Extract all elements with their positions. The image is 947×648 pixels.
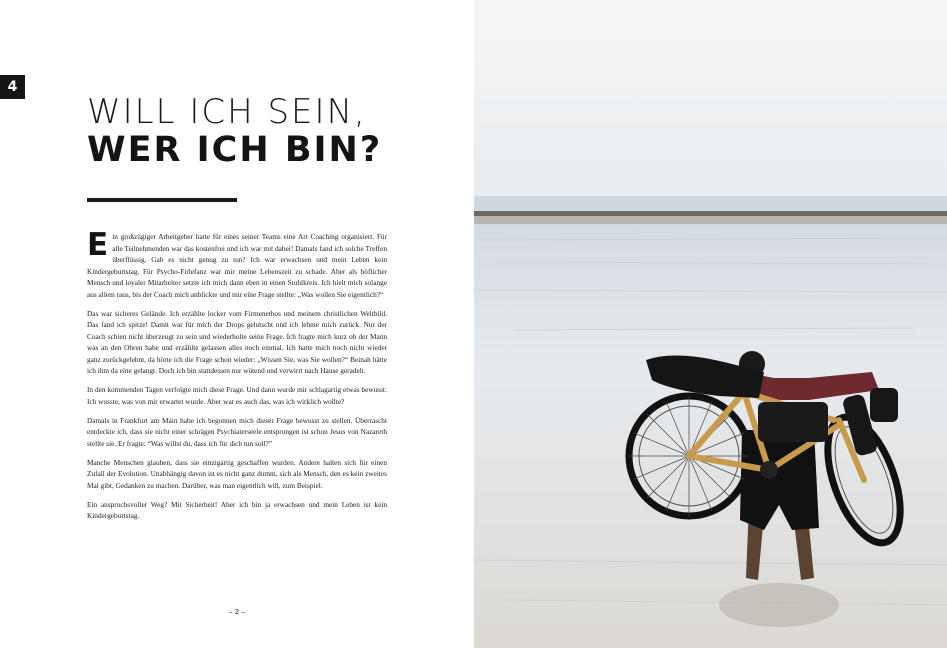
chapter-number-tab: 4	[0, 75, 25, 99]
cyclist-wading-photo	[474, 0, 947, 648]
sandbank-dark	[474, 211, 947, 216]
frame-bag	[758, 402, 828, 442]
reflection	[719, 583, 839, 627]
drop-cap: E	[87, 227, 109, 263]
page-number: – 2 –	[229, 608, 245, 616]
paragraph-3: In den kommenden Tagen verfolgte mich diese Frage. Und dann wurde mir schlagartig etwas bewusst: Ich wusste, was von mir erwartet wurde. Aber war es auch das, was ich wirklich wollte?	[87, 385, 387, 406]
crankset	[760, 461, 778, 479]
body-text	[87, 227, 387, 529]
photo-illustration	[474, 0, 947, 648]
title-divider	[87, 198, 237, 202]
sandbank-light	[474, 216, 947, 224]
chapter-title-line-1: WILL ICH SEIN,	[87, 92, 367, 132]
paragraph-5: Manche Menschen glauben, dass sie einzigartig geschaffen wurden. Andere halten sich für einen Zufall der Evolution. Unabhängig davon ist es nicht ganz dumm, sich als Mensch, den es kein zweites Mal gibt, Gedanken zu machen. Darüber, was man eigentlich will, zum Beispiel.	[87, 457, 387, 490]
paragraph-6: Ein anspruchsvoller Weg? Mit Sicherheit! Aber ich bin ja erwachsen und mein Leben ist kein Kindergeburtstag.	[87, 499, 387, 520]
chapter-title-line-2: WER ICH BIN?	[87, 130, 383, 170]
paragraph-1-text: in großzügiger Arbeitgeber hatte für eines seiner Teams eine Art Coaching organisiert. Für alle Teilnehmenden war das kostenfrei und ich war mit dabei! Damals fand ich solche Treffen überflüssig. Gab es nicht genug zu tun? Ich war erwachsen und mein Leben kein Kindergeburtstag. Für Psycho-Firlefanz war mir meine Lebenszeit zu schade. Aber als höflicher Mensch und loyaler Mitarbeiter setzte ich mich dann eben in einen Stuhlkreis. Ich hielt mich solange aus allem raus, bis der Coach mich anblickte und mir eine Frage stellte: „Was wollen Sie eigentlich?“	[87, 232, 387, 299]
paragraph-2: Das war sicheres Gelände. Ich erzählte locker vom Firmenethos und meinem christlichen Weltbild. Das fand ich spitze! Damit war für mich der Drops gelutscht und ich lehnte mich zurück. Nur der Coach schien nicht überzeugt zu sein und wiederholte seine Frage. Ich fragte mich kurz ob der Mann was an den Ohren habe und erzählte gelassen alles noch einmal. Ich hatte mich noch nicht wieder ganz zurückgelehnt, da hörte ich die Frage schon wieder: „Wissen Sie, was Sie wollen?“ Beinah hätte ich ihm da eine gelangt. Doch ich bin stattdessen nur wütend und verwirrt nach Hause geradelt.	[87, 308, 387, 375]
sky	[474, 0, 947, 205]
paragraph-4: Damals in Frankfurt am Main habe ich begonnen mich dieser Frage bewusst zu stellen. Überrascht entdeckte ich, dass sie nicht einer schrägen Psychiaterseele entsprungen ist schon Jesus von Nazareth stellte sie. Er fragte: “Was willst du, dass ich für dich tun soll?”	[87, 415, 387, 448]
paragraph-1	[87, 227, 387, 300]
handlebar-bag	[870, 388, 898, 422]
